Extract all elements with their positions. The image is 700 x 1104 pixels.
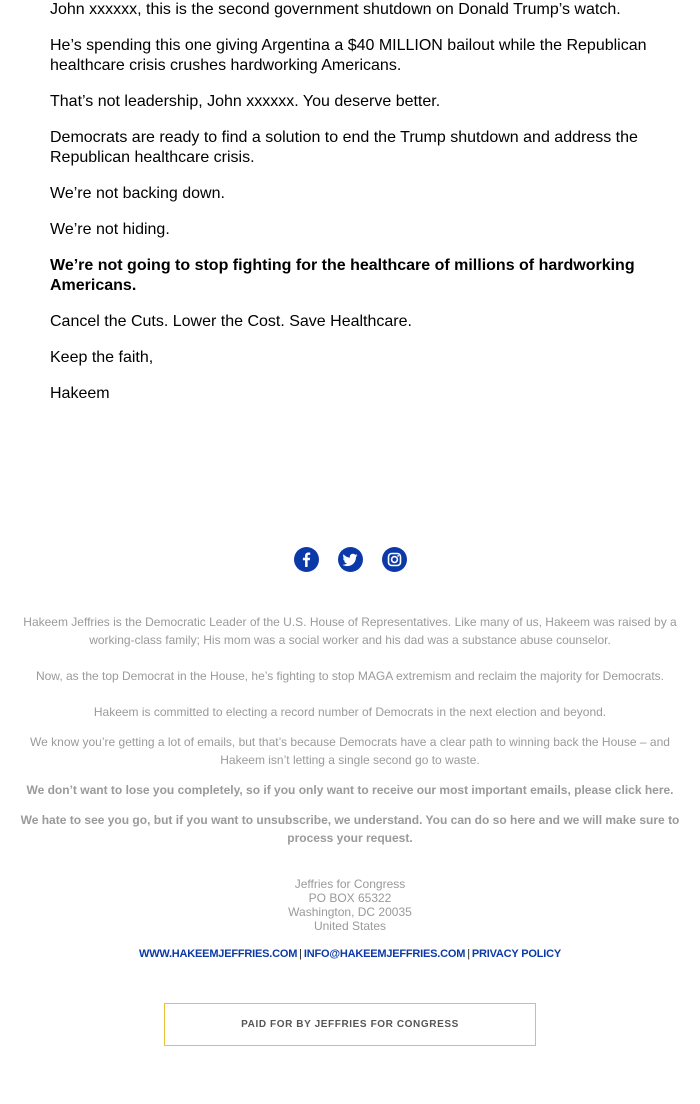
address-country: United States [313,919,387,933]
address-city: Washington, DC 20035 [288,905,412,919]
link-separator: | [467,948,470,960]
important-emails-link[interactable]: We don’t want to lose you completely, so if you only want to receive our most important emails, please click here. [26,783,674,797]
footer-committed: Hakeem is committed to electing a record number of Democrats in the next election and beyond. [93,705,607,719]
email-body [50,0,660,420]
body-paragraph: He’s spending this one giving Argentina a $40 MILLION bailout while the Republican healthcare crisis crushes hardworking Americans. [50,37,647,74]
link-separator: | [299,948,302,960]
address-name: Jeffries for Congress [294,877,406,891]
instagram-icon[interactable] [382,547,407,572]
body-paragraph: Democrats are ready to find a solution to end the Trump shutdown and address the Republican healthcare crisis. [50,129,638,166]
footer-top-democrat: Now, as the top Democrat in the House, he’s fighting to stop MAGA extremism and reclaim the majority for Democrats. [35,669,665,683]
paid-for-text: PAID FOR BY JEFFRIES FOR CONGRESS [241,1019,459,1030]
body-paragraph: We’re not hiding. [50,221,170,238]
social-links [0,547,700,572]
mailing-address [0,877,700,933]
body-paragraph: That’s not leadership, John xxxxxx. You deserve better. [50,93,441,110]
footer-links [0,946,700,962]
footer-about: Hakeem Jeffries is the Democratic Leader of the U.S. House of Representatives. Like many of us, Hakeem was raised by a working-class family; His mom was a social worker and his dad was a substance abuse counselor. [23,615,677,647]
sign-off: Keep the faith, [50,349,154,366]
paid-for-disclaimer [164,1003,536,1046]
facebook-icon[interactable] [294,547,319,572]
address-po-box: PO BOX 65322 [308,891,392,905]
body-paragraph: John xxxxxx, this is the second government shutdown on Donald Trump’s watch. [50,1,621,18]
body-paragraph: We’re not backing down. [50,185,225,202]
body-paragraph: Cancel the Cuts. Lower the Cost. Save Healthcare. [50,313,412,330]
privacy-policy-link[interactable]: PRIVACY POLICY [471,948,561,960]
twitter-icon[interactable] [338,547,363,572]
email-link[interactable]: INFO@HAKEEMJEFFRIES.COM [303,948,466,960]
footer-emails-note: We know you’re getting a lot of emails, but that’s because Democrats have a clear path to winning back the House – and Hakeem isn’t letting a single second go to waste. [30,735,670,767]
body-paragraph-emphasis: We’re not going to stop fighting for the healthcare of millions of hardworking Americans. [50,257,635,294]
website-link[interactable]: WWW.HAKEEMJEFFRIES.COM [139,948,298,960]
signature: Hakeem [50,385,110,402]
unsubscribe-link[interactable]: We hate to see you go, but if you want to unsubscribe, we understand. You can do so here and we will make sure to process your request. [20,813,680,845]
